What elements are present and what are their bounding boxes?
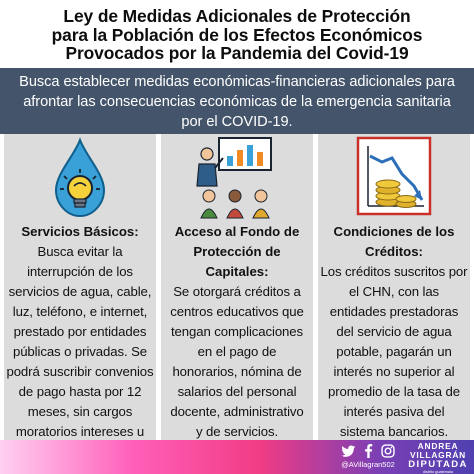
teacher-classroom-icon — [161, 134, 313, 220]
instagram-icon[interactable] — [381, 444, 395, 458]
column-1-line: Busca evitar la — [37, 244, 123, 259]
column-2-line: docente, administrativo — [170, 404, 304, 419]
column-3-heading: Créditos: — [365, 244, 423, 259]
column-1-heading: Servicios Básicos: — [21, 224, 139, 239]
column-1-line: de pago hasta por 12 — [18, 384, 142, 399]
column-3-line: sistema bancarios. — [339, 424, 449, 439]
column-3-line: del servicio de agua — [336, 324, 452, 339]
column-1-line: interrupción de los — [27, 264, 133, 279]
column-2-line: tengan complicaciones — [170, 324, 304, 339]
logo-role: DIPUTADA — [408, 459, 468, 470]
column-2-line: en el pago de — [197, 344, 277, 359]
lightbulb-water-drop-icon — [4, 134, 156, 220]
column-1-line: públicas o privadas. Se — [12, 344, 148, 359]
facebook-icon[interactable] — [364, 444, 373, 458]
intro-banner — [0, 68, 474, 134]
column-2-heading: Protección de — [193, 244, 281, 259]
coins-falling-chart-icon — [318, 134, 470, 220]
column-servicios-basicos — [4, 134, 156, 440]
title-block — [0, 0, 474, 68]
column-3-line: promedio de la tasa de — [328, 384, 460, 399]
column-3-line: el CHN, con las — [348, 284, 440, 299]
column-1-line: meses, sin cargos — [27, 404, 133, 419]
column-3-heading: Condiciones de los — [333, 224, 455, 239]
social-links — [334, 442, 402, 472]
column-2-line: y de servicios. — [195, 424, 279, 439]
intro-line-2: afrontar las consecuencias económicas de la emergencia sanitaria — [23, 94, 451, 110]
column-1-line: moratorios intereses u — [15, 424, 145, 439]
column-fondo-proteccion — [161, 134, 313, 440]
intro-line-3: por el COVID-19. — [181, 114, 293, 130]
column-3-line: Los créditos suscritos por — [320, 264, 468, 279]
column-2-heading: Capitales: — [205, 264, 269, 279]
twitter-icon[interactable] — [341, 445, 356, 458]
logo-last-name: VILLAGRÁN — [409, 450, 467, 460]
logo-district: distrito guatemala — [423, 470, 453, 474]
column-2-heading: Acceso al Fondo de — [174, 224, 300, 239]
column-2-line: honorarios, nómina de — [172, 364, 302, 379]
column-3-line: entidades prestadoras — [329, 304, 459, 319]
column-3-line: interés no superior al — [333, 364, 455, 379]
social-handle[interactable]: @AVillagran502 — [341, 460, 395, 469]
column-1-line: servicios de agua, cable, — [8, 284, 152, 299]
column-2-line: centros educativos que — [170, 304, 304, 319]
logo-first-name: ANDREA — [417, 441, 459, 451]
title-line-1: Ley de Medidas Adicionales de Protección — [63, 6, 411, 26]
column-1-line: prestado por entidades — [13, 324, 147, 339]
intro-line-1: Busca establecer medidas económicas-financieras adicionales para — [19, 74, 455, 90]
column-2-line: Se otorgará créditos a — [173, 284, 301, 299]
column-2-line: salarios del personal — [177, 384, 297, 399]
column-1-line: luz, teléfono, e internet, — [12, 304, 148, 319]
column-1-line: podrá suscribir convenios — [6, 364, 154, 379]
column-condiciones-creditos — [318, 134, 470, 440]
footer-bar — [0, 440, 474, 474]
column-3-line: potable, pagarán un — [336, 344, 452, 359]
title-line-3: Provocados por la Pandemia del Covid-19 — [65, 43, 409, 64]
andrea-villagran-logo — [406, 442, 470, 472]
title-line-2: para la Población de los Efectos Económicos — [51, 24, 423, 45]
column-3-line: interés pasiva del — [343, 404, 445, 419]
